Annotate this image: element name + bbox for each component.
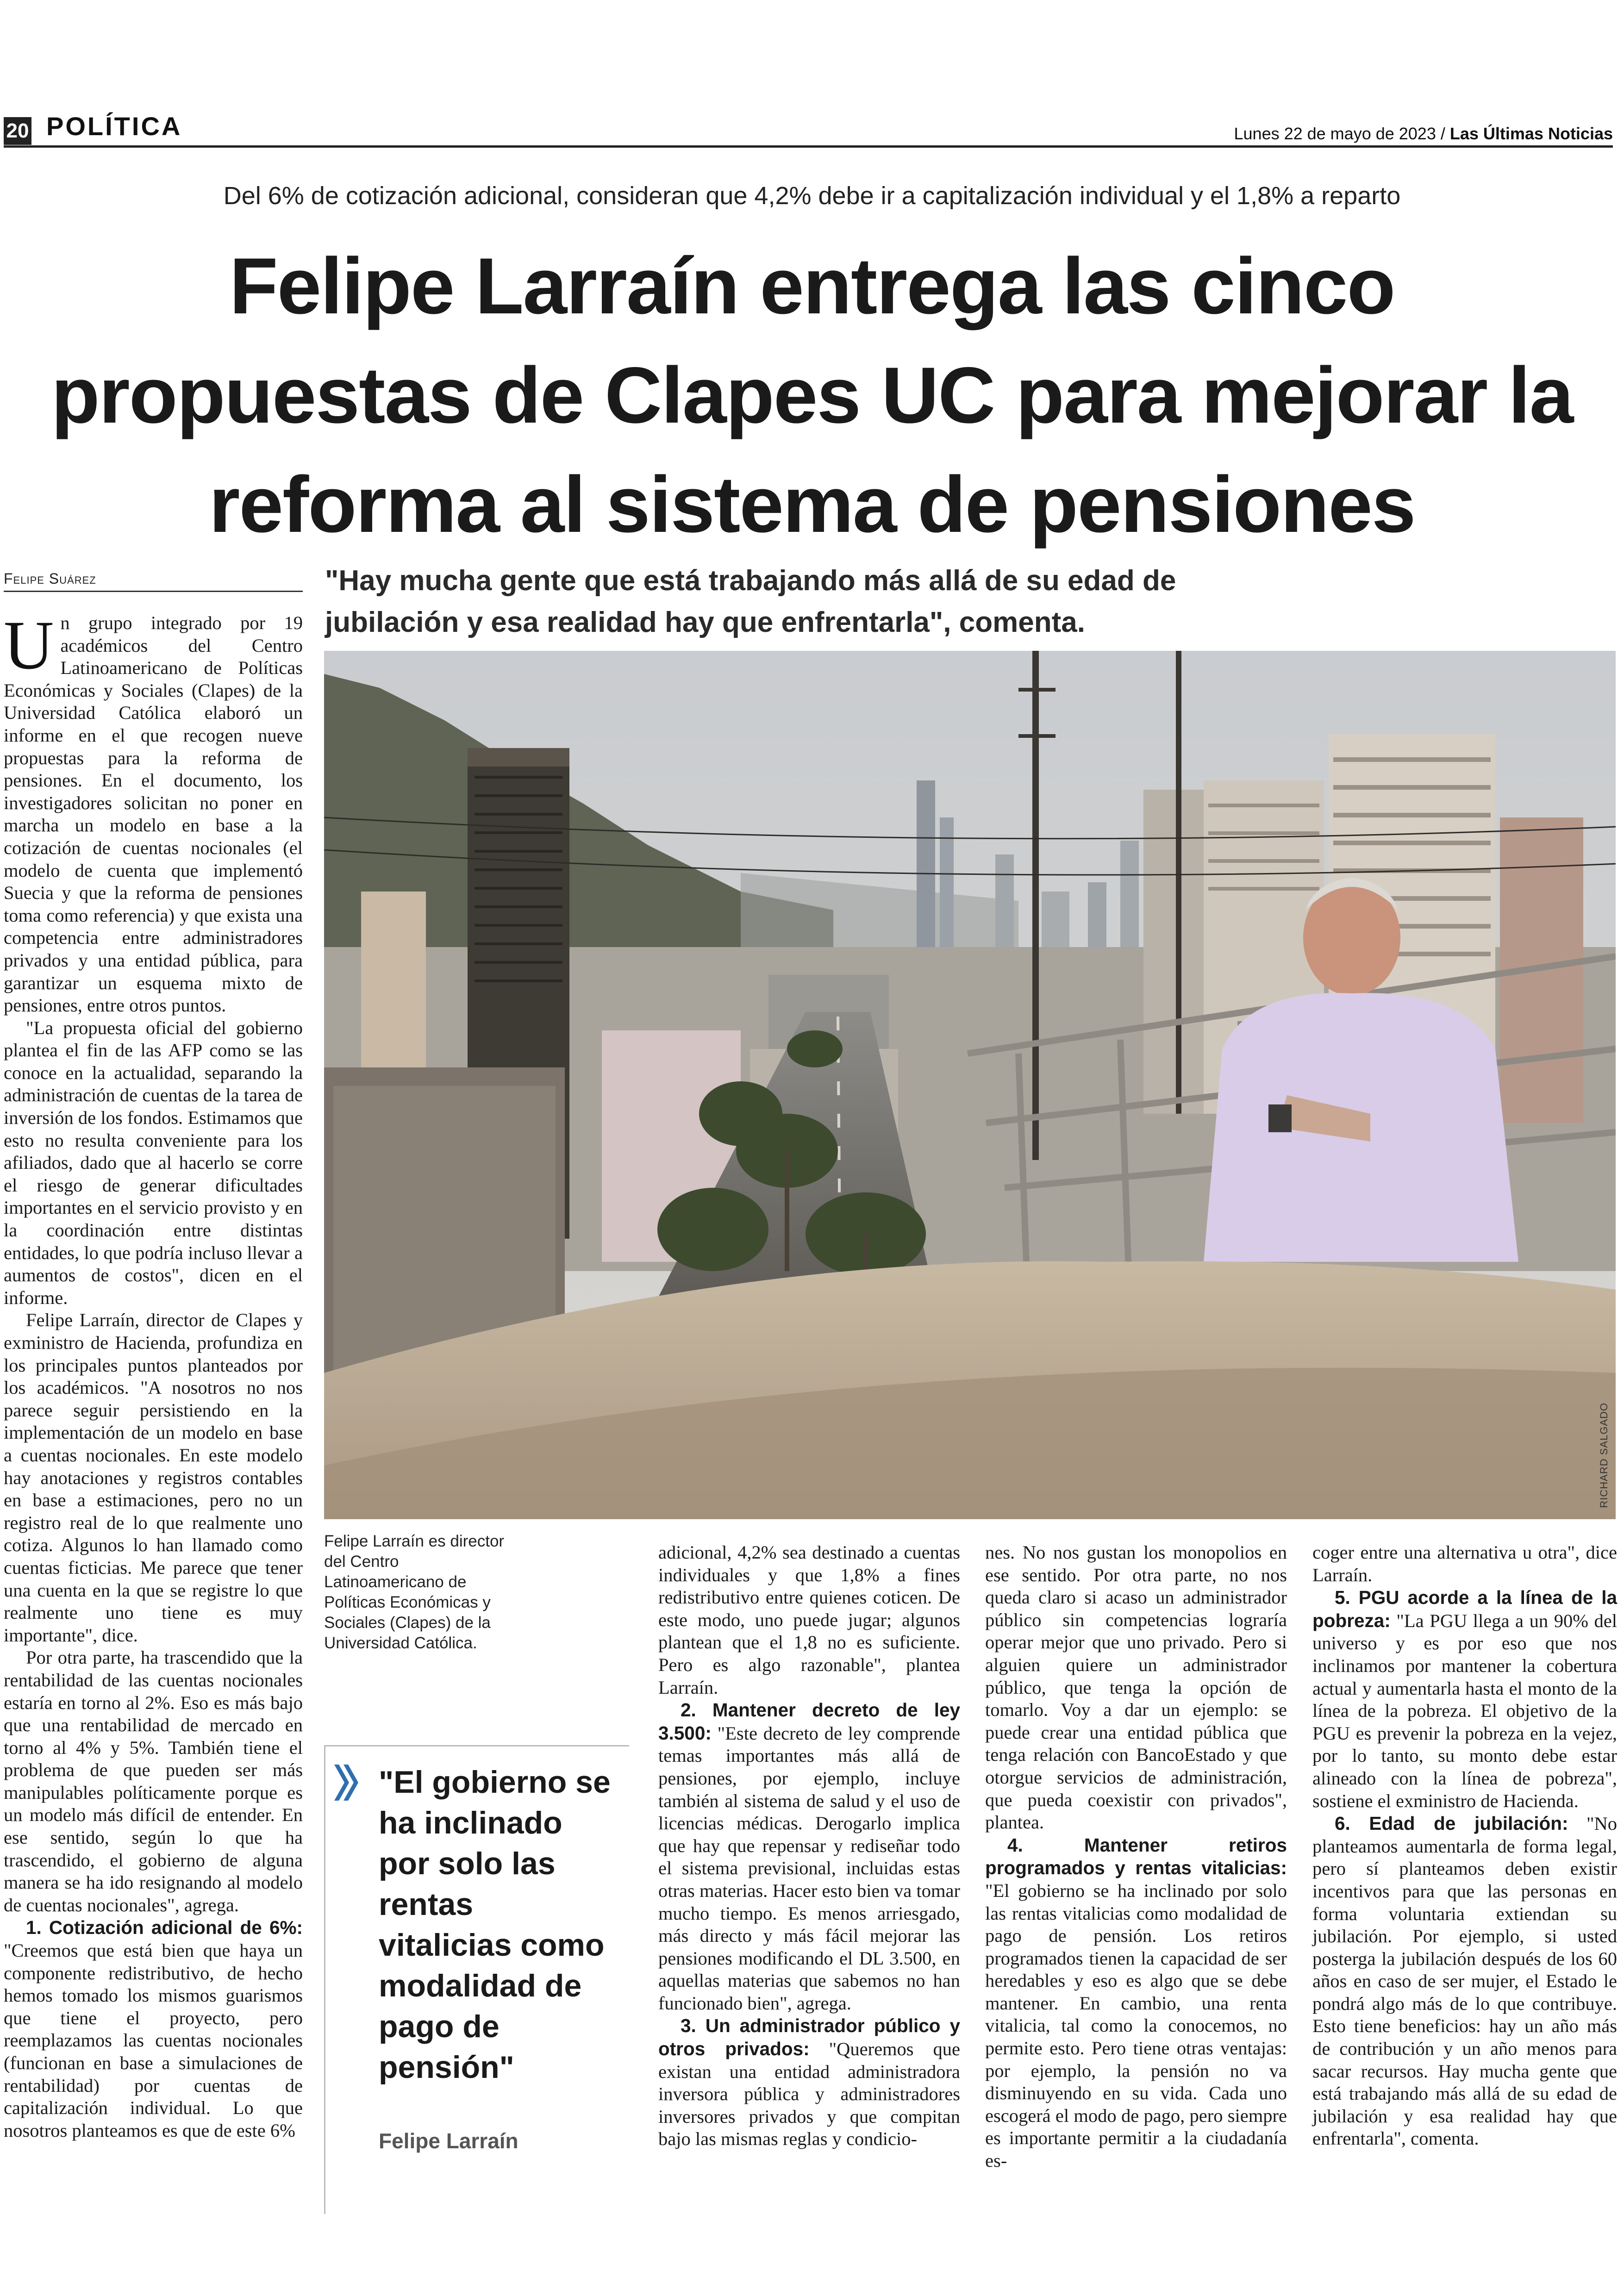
deck-quote: "Hay mucha gente que está trabajando más allá de su edad de jubilación y esa realidad hay que enfrentarla", comenta. xyxy=(325,565,1176,638)
paragraph-text: n grupo integrado por 19 académicos del Centro Latinoamericano de Políticas Económicas y Sociales (Clapes) de la Universidad Católica elaboró un informe en el que recogen nueve propuestas para la reforma de pensiones. En el documento, los investigadores solicitan no poner en marcha un modelo en base a la cotización de cuentas nocionales (el modelo de cuenta que implementó Suecia y que la reforma de pensiones toma como referencia) y que exista una competencia entre administradores privados y una entidad pública, para garantizar un esquema mixto de pensiones, entre otros puntos. xyxy=(4,612,303,1016)
paragraph-text: "La PGU llega a un 90% del universo y es por eso que nos inclinamos por mantener la cobertura actual y aumentarla hasta el monto de la línea de la pobreza. El objetivo de la PGU es prevenir la pobreza en la vejez, por lo tanto, su monto debe estar alineado con la línea de pobreza", sostiene el exministro de Hacienda. xyxy=(1312,1610,1617,1811)
article-column-4 xyxy=(985,1541,1287,2172)
paragraph-text: "El gobierno se ha inclinado por solo las rentas vitalicias como modalidad de pago de pensión. Los retiros programados tienen la capacidad de ser heredables y eso es algo que se debe mantener. En cambio, una renta vitalicia, tal como la conocemos, no permite esto. Pero tiene otras ventajas: por ejemplo, la pensión no va disminuyendo en su vida. Cada uno escogerá el modo de pago, pero siempre es importante permitir a la ciudadanía es- xyxy=(985,1880,1287,2171)
article-paragraph: coger entre una alternativa u otra", dice Larraín. xyxy=(1312,1542,1617,1585)
subhead: 2. Mantener decreto de ley 3.500: xyxy=(658,1699,960,1744)
subhead: 5. PGU acorde a la línea de la pobreza: xyxy=(1312,1587,1617,1631)
issue-date: Lunes 22 de mayo de 2023 / xyxy=(1234,124,1445,143)
paragraph-text: "Queremos que existan una entidad administradora inversora pública y administradores inversores privados y que compitan bajo las mismas reglas y condicio- xyxy=(658,2039,960,2150)
publication-name: Las Últimas Noticias xyxy=(1449,124,1613,143)
headline-line: Felipe Larraín entrega las cinco xyxy=(229,242,1395,331)
byline-rule xyxy=(4,591,303,592)
photo-credit: RICHARD SALGADO xyxy=(1598,1403,1610,1508)
subhead: 4. Mantener retiros programados y rentas vitalicias: xyxy=(985,1834,1287,1879)
paragraph-text: "No planteamos aumentarla de forma legal, pero sí planteamos deben existir incentivos para que las personas en forma voluntaria extiendan su jubilación. Por ejemplo, si usted posterga la jubilación después de los 60 años en caso de ser mujer, el Estado le pondrá algo más de lo que contribuye. Esto tiene beneficios: hay un año más de contribución y un año menos para sacar recursos. Hay mucha gente que está trabajando más allá de su edad de jubilación y esa realidad hay que enfrentarla", comenta. xyxy=(1312,1813,1618,2149)
article-paragraph xyxy=(1312,1812,1617,2150)
article-paragraph xyxy=(4,1916,303,2142)
article-paragraph xyxy=(658,1699,960,2014)
pull-quote-author: Felipe Larraín xyxy=(379,2129,518,2153)
page-number: 20 xyxy=(4,117,31,145)
article-paragraph: Por otra parte, ha trascendido que la rentabilidad de las cuentas nocionales estaría en torno al 2%. Eso es más bajo que una rentabilidad de mercado en torno al 4% y 5%. También tiene el problema de que pueden ser más manipulables políticamente porque es un modelo más difícil de entender. En ese sentido, según lo que ha trascendido, el gobierno de alguna manera se ha ido resignando al modelo de cuentas nocionales", agrega. xyxy=(4,1647,303,1915)
headline-line: reforma al sistema de pensiones xyxy=(209,460,1415,549)
article-photo xyxy=(324,651,1616,1519)
pull-quote-text: "El gobierno se ha inclinado por solo las rentas vitalicias como modalidad de pago de pensión" xyxy=(379,1765,611,2085)
kicker: Del 6% de cotización adicional, consideran que 4,2% debe ir a capitalización individual y el 1,8% a reparto xyxy=(223,182,1401,210)
article-paragraph: adicional, 4,2% sea destinado a cuentas individuales y que 1,8% a fines redistributivo entre quienes coticen. De este modo, uno puede jugar; algunos plantean que el 1,8 no es suficiente. Pero es algo razonable", plantea Larraín. xyxy=(658,1542,960,1698)
paragraph-text: "Creemos que está bien que haya un componente redistributivo, de hecho hemos tomado los mismos guarismos que tiene el proyecto, pero reemplazamos las cuentas nocionales (funcionan en base a simulaciones de rentabilidad) por cuentas de capitalización individual. Lo que nosotros planteamos es que de este 6% xyxy=(4,1940,303,2141)
article-paragraph xyxy=(4,607,303,1017)
quote-chevron-icon xyxy=(332,1763,360,1802)
article-paragraph: "La propuesta oficial del gobierno plantea el fin de las AFP como se las conoce en la actualidad, separando la administración de cuentas de la tarea de inversión de los fondos. Estimamos que esto no resulta conveniente para los afiliados, dado que al hacerlo se corre el riesgo de generar dificultades importantes en el servicio provisto y en la coordinación entre distintas entidades, lo que podría incluso llevar a aumentos de costos", dicen en el informe. xyxy=(4,1017,303,1308)
article-paragraph xyxy=(658,2014,960,2151)
article-paragraph xyxy=(1312,1586,1617,1812)
subhead: 3. Un administrador público y otros privados: xyxy=(658,2015,960,2060)
article-column-1 xyxy=(4,607,303,2142)
photo-caption: Felipe Larraín es director del Centro Latinoamericano de Políticas Económicas y Sociales (Clapes) de la Universidad Católica. xyxy=(324,1532,505,1652)
drop-cap: U xyxy=(4,607,54,684)
byline: Felipe Suárez xyxy=(4,570,96,587)
article-paragraph: Felipe Larraín, director de Clapes y exministro de Hacienda, profundiza en los principales puntos planteados por los académicos. "A nosotros no nos parece seguir persistiendo en la implementación de un modelo en base a cuentas nocionales. En este modelo hay anotaciones y registros contables en base a estimaciones, pero no un registro real de lo que realmente uno cotiza. Algunos lo han llamado como cuentas ficticias. Me parece que tener una cuenta en la que se registre lo que realmente uno tiene es muy importante", dice. xyxy=(4,1310,303,1646)
article-column-3 xyxy=(658,1541,960,2151)
subhead: 1. Cotización adicional de 6%: xyxy=(26,1917,303,1939)
paragraph-text: "Este decreto de ley comprende temas importantes más allá de pensiones, por ejemplo, incluye también al sistema de salud y el uso de licencias médicas. Derogarlo implica que hay que repensar y rediseñar todo el sistema previsional, incluidas estas otras materias. Hacer esto bien va tomar mucho tiempo. Es menos arriesgado, más directo y más fácil mejorar las pensiones modificando el DL 3.500, en aquellas materias que sabemos no han funcionado bien", agrega. xyxy=(658,1722,960,2014)
article-paragraph xyxy=(985,1834,1287,2172)
headline xyxy=(19,231,1605,559)
article-paragraph: nes. No nos gustan los monopolios en ese sentido. Por otra parte, no nos queda claro si acaso un administrador público sin competencias lograría operar mejor que uno privado. Pero si alguien quiere un administrador público, que tenga la opción de tomarlo. Voy a dar un ejemplo: se puede crear una entidad pública que tenga relación con BancoEstado y que otorgue servicios de administración, que pueda coexistir con privados", plantea. xyxy=(985,1542,1287,1833)
subhead: 6. Edad de jubilación: xyxy=(1335,1813,1568,1834)
section-title: POLÍTICA xyxy=(46,112,182,141)
header-rule xyxy=(4,145,1613,148)
article-column-5 xyxy=(1312,1541,1617,2150)
dateline xyxy=(1234,124,1613,143)
headline-line: propuestas de Clapes UC para mejorar la xyxy=(51,351,1573,440)
